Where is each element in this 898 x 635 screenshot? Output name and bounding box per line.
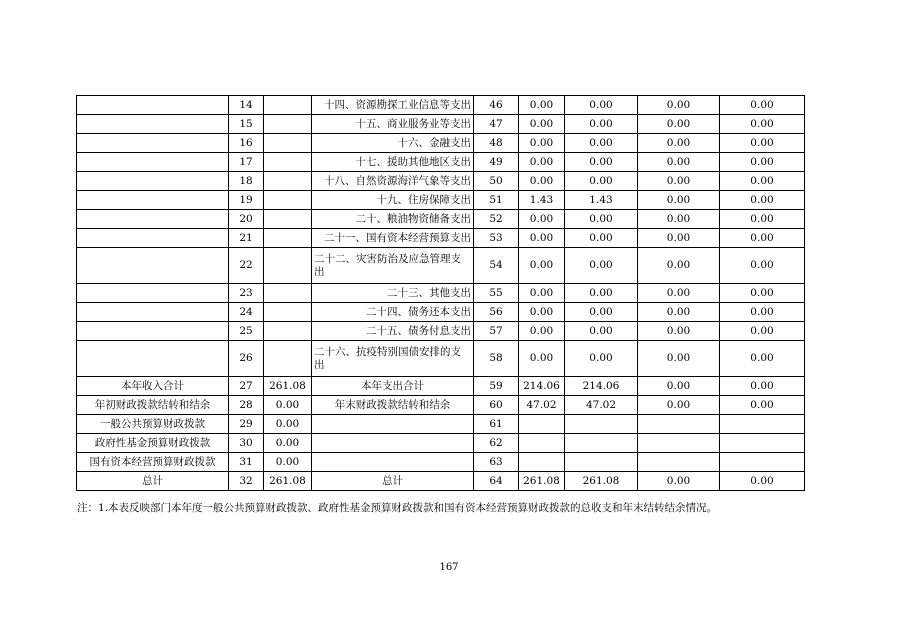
expense-item-cell: 十四、资源勘探工业信息等支出	[312, 96, 474, 115]
general-budget-amount-cell: 0.00	[565, 341, 638, 377]
income-amount-cell	[264, 134, 312, 153]
income-item-cell: 本年收入合计	[77, 377, 229, 396]
budget-table	[76, 95, 805, 491]
income-amount-cell: 261.08	[264, 472, 312, 491]
expense-item-cell	[312, 453, 474, 472]
income-amount-cell	[264, 284, 312, 303]
income-line-cell: 30	[229, 434, 264, 453]
gov-fund-amount-cell: 0.00	[638, 229, 720, 248]
gov-fund-amount-cell: 0.00	[638, 172, 720, 191]
expense-line-cell: 56	[474, 303, 519, 322]
state-capital-amount-cell: 0.00	[720, 303, 805, 322]
total-amount-cell	[519, 453, 565, 472]
expense-line-cell: 62	[474, 434, 519, 453]
state-capital-amount-cell: 0.00	[720, 229, 805, 248]
income-amount-cell: 0.00	[264, 434, 312, 453]
expense-item-cell: 本年支出合计	[312, 377, 474, 396]
expense-item-cell: 十五、商业服务业等支出	[312, 115, 474, 134]
income-amount-cell	[264, 96, 312, 115]
expense-line-cell: 55	[474, 284, 519, 303]
total-amount-cell: 261.08	[519, 472, 565, 491]
gov-fund-amount-cell: 0.00	[638, 341, 720, 377]
table-row	[77, 322, 805, 341]
income-line-cell: 16	[229, 134, 264, 153]
state-capital-amount-cell: 0.00	[720, 172, 805, 191]
expense-line-cell: 60	[474, 396, 519, 415]
income-amount-cell: 0.00	[264, 396, 312, 415]
expense-item-cell	[312, 415, 474, 434]
general-budget-amount-cell: 0.00	[565, 284, 638, 303]
gov-fund-amount-cell: 0.00	[638, 248, 720, 284]
expense-item-cell: 二十五、债务付息支出	[312, 322, 474, 341]
expense-item-cell: 二十四、债务还本支出	[312, 303, 474, 322]
state-capital-amount-cell: 0.00	[720, 377, 805, 396]
income-item-cell	[77, 229, 229, 248]
gov-fund-amount-cell: 0.00	[638, 377, 720, 396]
income-amount-cell	[264, 303, 312, 322]
gov-fund-amount-cell: 0.00	[638, 96, 720, 115]
general-budget-amount-cell: 0.00	[565, 303, 638, 322]
income-amount-cell	[264, 153, 312, 172]
total-amount-cell: 0.00	[519, 134, 565, 153]
expense-line-cell: 52	[474, 210, 519, 229]
expense-item-cell: 二十一、国有资本经营预算支出	[312, 229, 474, 248]
general-budget-amount-cell: 0.00	[565, 115, 638, 134]
income-item-cell	[77, 191, 229, 210]
state-capital-amount-cell: 0.00	[720, 322, 805, 341]
expense-line-cell: 51	[474, 191, 519, 210]
income-item-cell: 一般公共预算财政拨款	[77, 415, 229, 434]
income-amount-cell: 261.08	[264, 377, 312, 396]
general-budget-amount-cell: 0.00	[565, 134, 638, 153]
income-amount-cell	[264, 191, 312, 210]
total-amount-cell	[519, 434, 565, 453]
gov-fund-amount-cell: 0.00	[638, 303, 720, 322]
income-amount-cell	[264, 341, 312, 377]
income-item-cell	[77, 153, 229, 172]
income-line-cell: 18	[229, 172, 264, 191]
income-line-cell: 14	[229, 96, 264, 115]
gov-fund-amount-cell: 0.00	[638, 134, 720, 153]
table-row	[77, 191, 805, 210]
total-amount-cell: 0.00	[519, 303, 565, 322]
income-line-cell: 31	[229, 453, 264, 472]
income-item-cell	[77, 303, 229, 322]
table-row	[77, 453, 805, 472]
general-budget-amount-cell: 0.00	[565, 96, 638, 115]
state-capital-amount-cell: 0.00	[720, 396, 805, 415]
general-budget-amount-cell: 1.43	[565, 191, 638, 210]
total-amount-cell: 0.00	[519, 322, 565, 341]
total-amount-cell: 0.00	[519, 115, 565, 134]
gov-fund-amount-cell: 0.00	[638, 115, 720, 134]
expense-line-cell: 59	[474, 377, 519, 396]
general-budget-amount-cell: 47.02	[565, 396, 638, 415]
expense-line-cell: 57	[474, 322, 519, 341]
expense-line-cell: 47	[474, 115, 519, 134]
income-line-cell: 19	[229, 191, 264, 210]
table-row	[77, 341, 805, 377]
income-amount-cell	[264, 210, 312, 229]
total-amount-cell: 0.00	[519, 248, 565, 284]
expense-line-cell: 50	[474, 172, 519, 191]
table-row	[77, 248, 805, 284]
expense-item-cell: 二十六、抗疫特别国债安排的支出	[312, 341, 474, 377]
expense-line-cell: 63	[474, 453, 519, 472]
total-amount-cell: 214.06	[519, 377, 565, 396]
general-budget-amount-cell: 214.06	[565, 377, 638, 396]
general-budget-amount-cell: 0.00	[565, 229, 638, 248]
gov-fund-amount-cell: 0.00	[638, 322, 720, 341]
income-amount-cell	[264, 322, 312, 341]
income-amount-cell: 0.00	[264, 415, 312, 434]
table-body	[77, 96, 805, 491]
gov-fund-amount-cell	[638, 415, 720, 434]
income-amount-cell	[264, 248, 312, 284]
table-row	[77, 472, 805, 491]
income-amount-cell	[264, 115, 312, 134]
total-amount-cell: 0.00	[519, 229, 565, 248]
table-row	[77, 115, 805, 134]
table-row	[77, 172, 805, 191]
total-amount-cell: 0.00	[519, 341, 565, 377]
gov-fund-amount-cell: 0.00	[638, 472, 720, 491]
income-line-cell: 23	[229, 284, 264, 303]
expense-item-cell: 十六、金融支出	[312, 134, 474, 153]
income-line-cell: 32	[229, 472, 264, 491]
state-capital-amount-cell: 0.00	[720, 284, 805, 303]
total-amount-cell: 47.02	[519, 396, 565, 415]
income-item-cell: 国有资本经营预算财政拨款	[77, 453, 229, 472]
gov-fund-amount-cell	[638, 453, 720, 472]
gov-fund-amount-cell: 0.00	[638, 191, 720, 210]
expense-item-cell: 总计	[312, 472, 474, 491]
expense-line-cell: 46	[474, 96, 519, 115]
gov-fund-amount-cell: 0.00	[638, 153, 720, 172]
income-amount-cell: 0.00	[264, 453, 312, 472]
general-budget-amount-cell: 0.00	[565, 153, 638, 172]
total-amount-cell: 0.00	[519, 284, 565, 303]
income-item-cell	[77, 172, 229, 191]
state-capital-amount-cell: 0.00	[720, 341, 805, 377]
table-row	[77, 415, 805, 434]
expense-item-cell: 十七、援助其他地区支出	[312, 153, 474, 172]
total-amount-cell: 0.00	[519, 172, 565, 191]
table-row	[77, 210, 805, 229]
table-row	[77, 434, 805, 453]
income-line-cell: 26	[229, 341, 264, 377]
income-line-cell: 21	[229, 229, 264, 248]
total-amount-cell: 0.00	[519, 153, 565, 172]
general-budget-amount-cell	[565, 453, 638, 472]
state-capital-amount-cell	[720, 434, 805, 453]
income-line-cell: 15	[229, 115, 264, 134]
table-row	[77, 153, 805, 172]
income-item-cell	[77, 210, 229, 229]
income-line-cell: 29	[229, 415, 264, 434]
general-budget-amount-cell: 0.00	[565, 248, 638, 284]
expense-line-cell: 61	[474, 415, 519, 434]
income-item-cell	[77, 134, 229, 153]
income-amount-cell	[264, 229, 312, 248]
table-row	[77, 396, 805, 415]
expense-item-cell: 年末财政拨款结转和结余	[312, 396, 474, 415]
page-number: 167	[439, 562, 459, 573]
income-line-cell: 24	[229, 303, 264, 322]
state-capital-amount-cell: 0.00	[720, 248, 805, 284]
income-line-cell: 27	[229, 377, 264, 396]
general-budget-amount-cell	[565, 415, 638, 434]
table-row	[77, 377, 805, 396]
expense-item-cell: 十八、自然资源海洋气象等支出	[312, 172, 474, 191]
table-row	[77, 229, 805, 248]
income-item-cell	[77, 96, 229, 115]
expense-item-cell: 二十二、灾害防治及应急管理支出	[312, 248, 474, 284]
gov-fund-amount-cell: 0.00	[638, 210, 720, 229]
general-budget-amount-cell: 0.00	[565, 210, 638, 229]
income-line-cell: 22	[229, 248, 264, 284]
table-row	[77, 134, 805, 153]
income-item-cell	[77, 284, 229, 303]
income-item-cell	[77, 341, 229, 377]
table-row	[77, 96, 805, 115]
expense-line-cell: 53	[474, 229, 519, 248]
expense-line-cell: 48	[474, 134, 519, 153]
gov-fund-amount-cell	[638, 434, 720, 453]
state-capital-amount-cell: 0.00	[720, 96, 805, 115]
expense-item-cell: 二十、粮油物资储备支出	[312, 210, 474, 229]
general-budget-amount-cell: 0.00	[565, 322, 638, 341]
income-item-cell	[77, 248, 229, 284]
expense-line-cell: 64	[474, 472, 519, 491]
expense-line-cell: 58	[474, 341, 519, 377]
income-line-cell: 25	[229, 322, 264, 341]
expense-item-cell: 十九、住房保障支出	[312, 191, 474, 210]
income-item-cell	[77, 322, 229, 341]
general-budget-amount-cell	[565, 434, 638, 453]
general-budget-amount-cell: 261.08	[565, 472, 638, 491]
income-item-cell: 年初财政拨款结转和结余	[77, 396, 229, 415]
gov-fund-amount-cell: 0.00	[638, 284, 720, 303]
total-amount-cell: 0.00	[519, 210, 565, 229]
state-capital-amount-cell: 0.00	[720, 472, 805, 491]
state-capital-amount-cell: 0.00	[720, 153, 805, 172]
expense-item-cell: 二十三、其他支出	[312, 284, 474, 303]
expense-line-cell: 49	[474, 153, 519, 172]
expense-item-cell	[312, 434, 474, 453]
state-capital-amount-cell	[720, 415, 805, 434]
income-line-cell: 17	[229, 153, 264, 172]
total-amount-cell: 0.00	[519, 96, 565, 115]
table-row	[77, 284, 805, 303]
income-item-cell: 政府性基金预算财政拨款	[77, 434, 229, 453]
gov-fund-amount-cell: 0.00	[638, 396, 720, 415]
table-row	[77, 303, 805, 322]
state-capital-amount-cell: 0.00	[720, 191, 805, 210]
total-amount-cell	[519, 415, 565, 434]
state-capital-amount-cell	[720, 453, 805, 472]
income-item-cell: 总计	[77, 472, 229, 491]
income-item-cell	[77, 115, 229, 134]
footnote: 注：1.本表反映部门本年度一般公共预算财政拨款、政府性基金预算财政拨款和国有资本经营预算财政拨款的总收支和年末结转结余情况。	[77, 502, 718, 514]
state-capital-amount-cell: 0.00	[720, 210, 805, 229]
state-capital-amount-cell: 0.00	[720, 115, 805, 134]
expense-line-cell: 54	[474, 248, 519, 284]
total-amount-cell: 1.43	[519, 191, 565, 210]
income-line-cell: 20	[229, 210, 264, 229]
general-budget-amount-cell: 0.00	[565, 172, 638, 191]
state-capital-amount-cell: 0.00	[720, 134, 805, 153]
income-amount-cell	[264, 172, 312, 191]
income-line-cell: 28	[229, 396, 264, 415]
